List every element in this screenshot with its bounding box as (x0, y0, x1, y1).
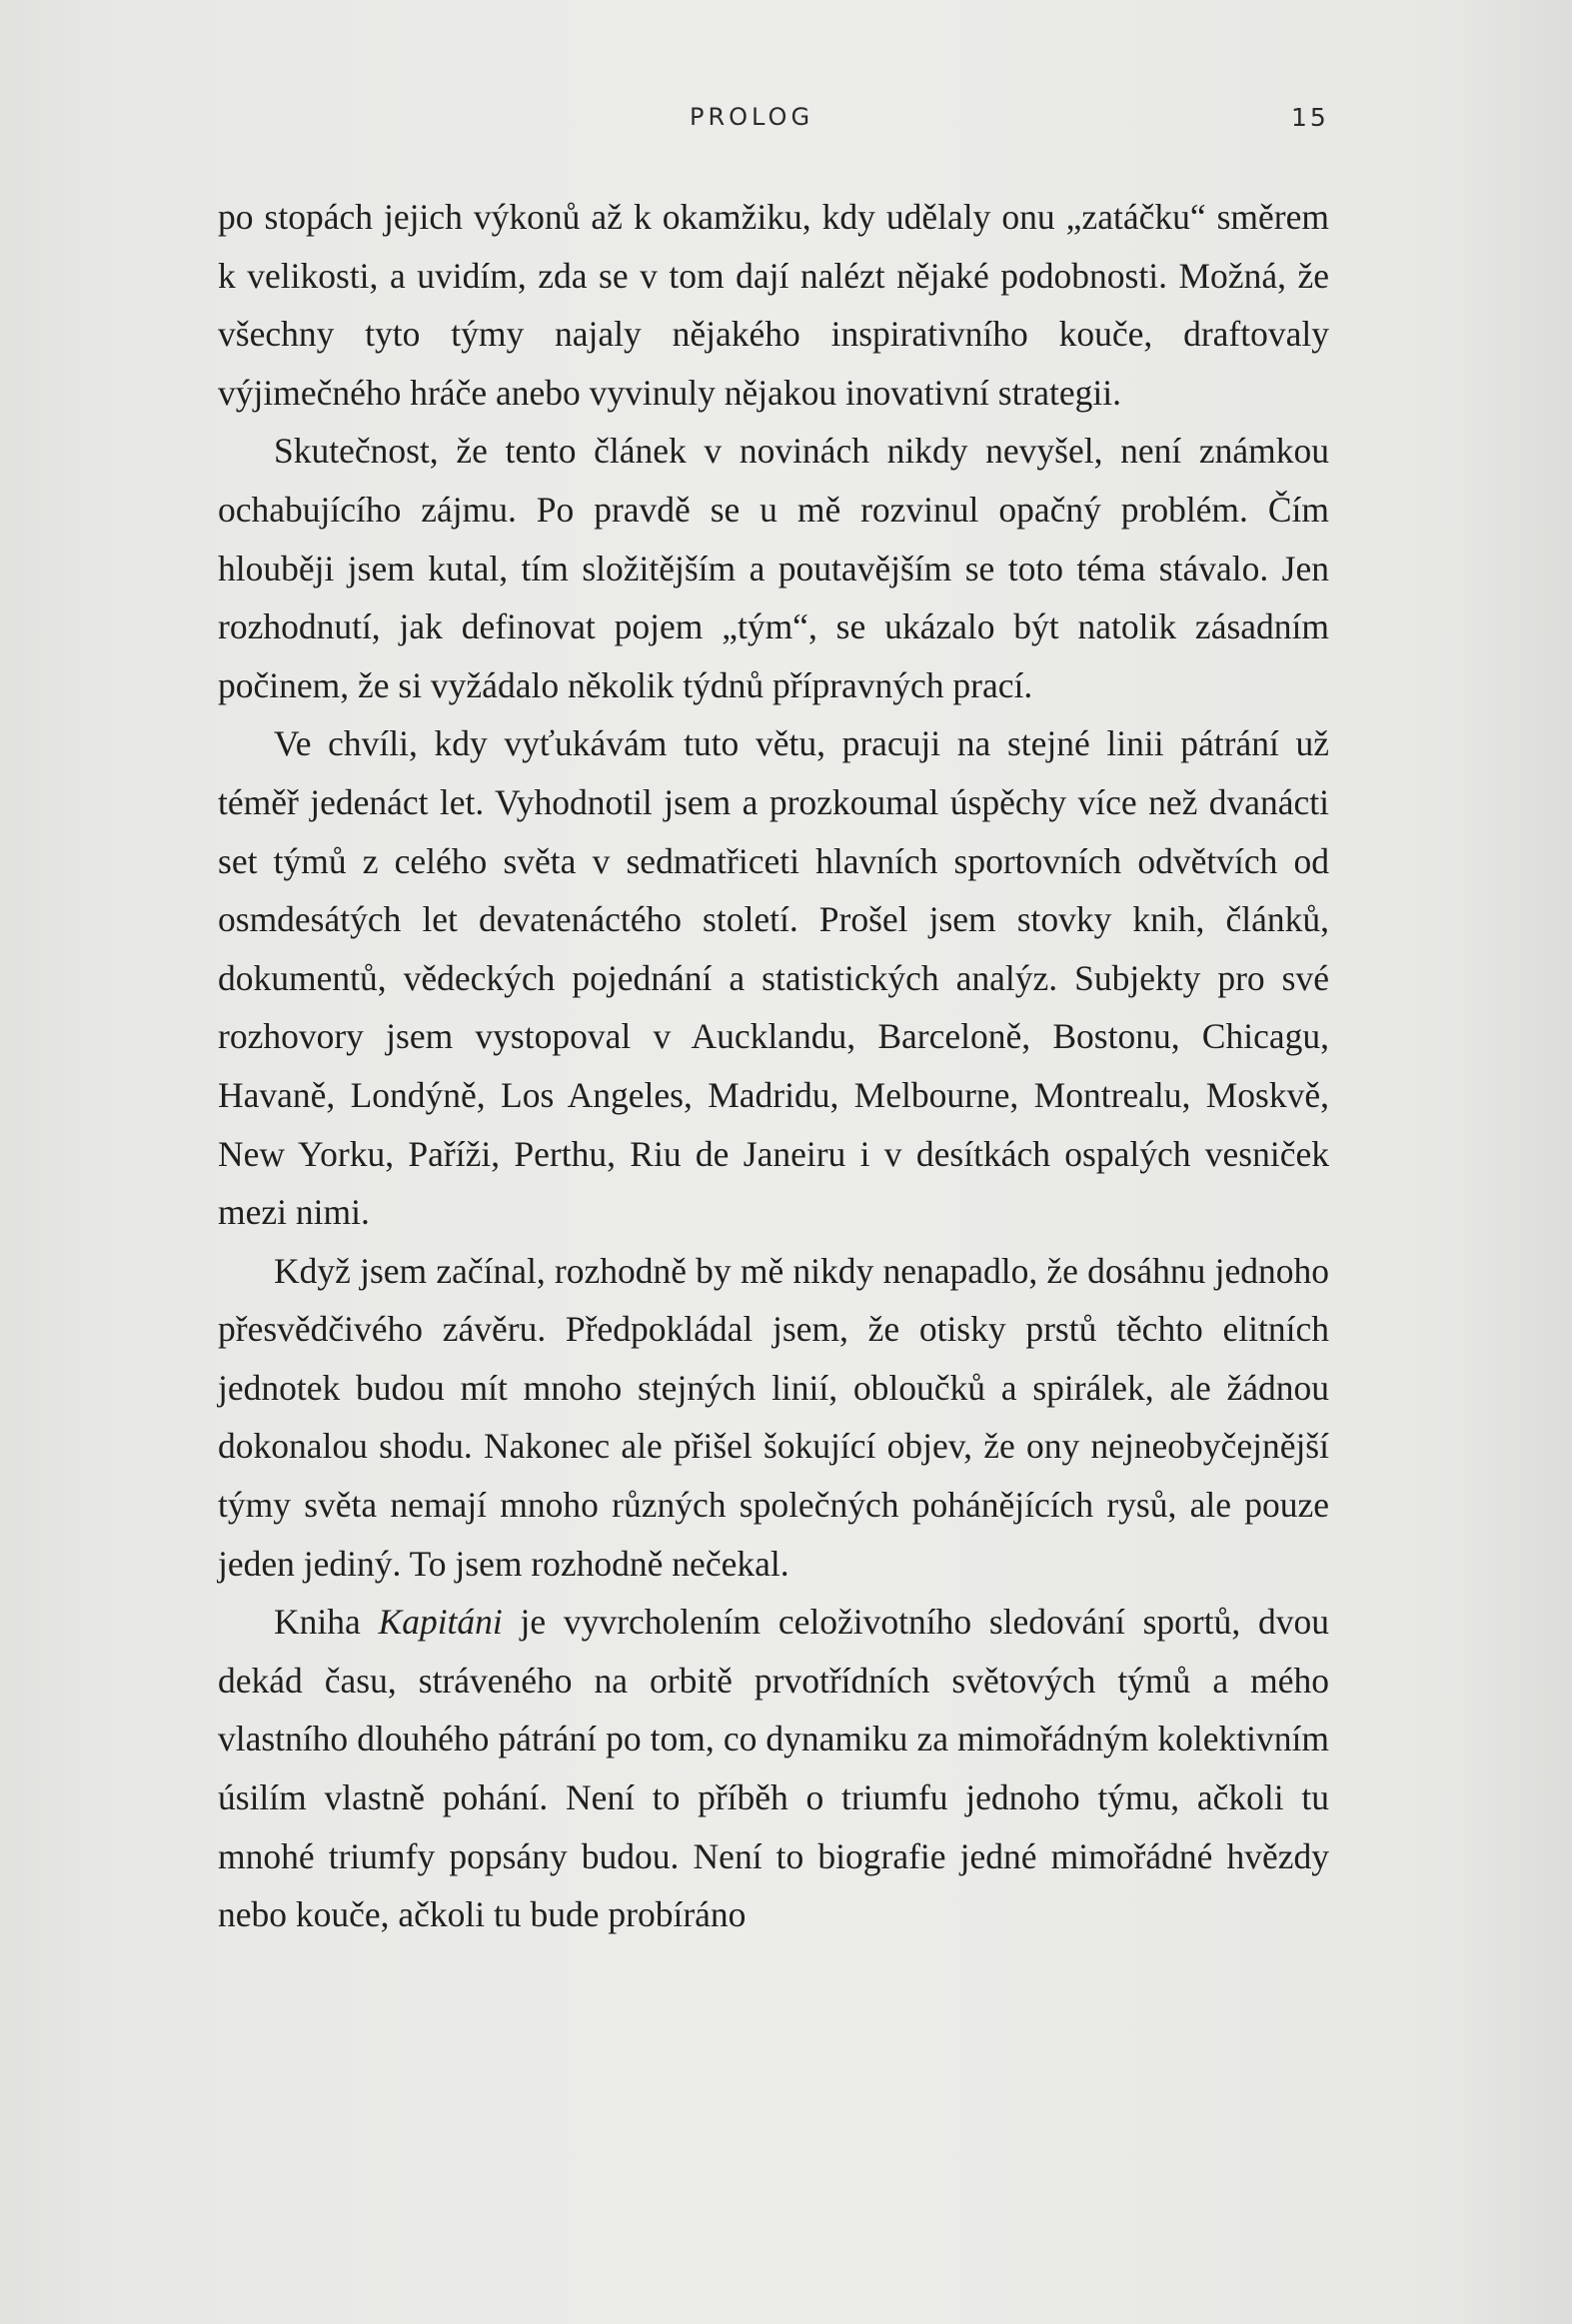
paragraph: Když jsem začínal, rozhodně by mě nikdy nenapadlo, že dosáhnu jednoho přesvědčivého závěru. Předpokládal jsem, že otisky prstů těchto elitních jednotek budou mít mnoho stejných linií, obloučků a spirálek, ale žádnou dokonalou shodu. Nakonec ale přišel šokující objev, že ony nejneobyčejnější týmy světa nemají mnoho různých společných pohánějících rysů, ale pouze jeden jediný. To jsem rozhodně nečekal. (218, 1250, 1329, 1584)
paragraph: po stopách jejich výkonů až k okamžiku, kdy udělaly onu „zatáčku“ směrem k velikosti, a uvidím, zda se v tom dají nalézt nějaké podobnosti. Možná, že všechny tyto týmy najaly nějakého inspirativního kouče, draftovaly výjimečného hráče anebo vyvinuly nějakou inovativní strategii. (218, 197, 1329, 413)
book-title-italic: Kapitáni (378, 1602, 503, 1643)
paragraph (218, 1593, 1329, 1944)
paragraph: Ve chvíli, kdy vyťukávám tuto větu, pracuji na stejné linii pátrání už téměř jedenáct let. Vyhodnotil jsem a prozkoumal úspěchy více než dvanácti set týmů z celého světa v sedmatřiceti hlavních sportovních odvětvích od osmdesátých let devatenáctého století. Prošel jsem stovky knih, článků, dokumentů, vědeckých pojednání a statistických analýz. Subjekty pro své rozhovory jsem vystopoval v Aucklandu, Barceloně, Bostonu, Chicagu, Havaně, Londýně, Los Angeles, Madridu, Melbourne, Montrealu, Moskvě, New Yorku, Paříži, Perthu, Riu de Janeiru i v desítkách ospalých vesniček mezi nimi. (218, 723, 1329, 1233)
paragraph-text: Kniha (274, 1602, 379, 1643)
running-head: PROLOG (690, 103, 814, 131)
page-number: 15 (1291, 103, 1329, 132)
body-text (218, 188, 1329, 1944)
paragraph-text: je vyvrcholením celoživotního sledování sportů, dvou dekád času, stráveného na orbitě prvotřídních světových týmů a mého vlastního dlouhého pátrání po tom, co dynamiku za mimořádným kolektivním úsilím vlastně pohání. Není to příběh o triumfu jednoho týmu, ačkoli tu mnohé triumfy popsány budou. Není to biografie jedné mimořádné hvězdy nebo kouče, ačkoli tu bude probíráno (218, 1602, 1329, 1935)
paragraph: Skutečnost, že tento článek v novinách nikdy nevyšel, není známkou ochabujícího zájmu. Po pravdě se u mě rozvinul opačný problém. Čím hlouběji jsem kutal, tím složitějším a poutavějším se toto téma stávalo. Jen rozhodnutí, jak definovat pojem „tým“, se ukázalo být natolik zásadním počinem, že si vyžádalo několik týdnů přípravných prací. (218, 431, 1329, 705)
